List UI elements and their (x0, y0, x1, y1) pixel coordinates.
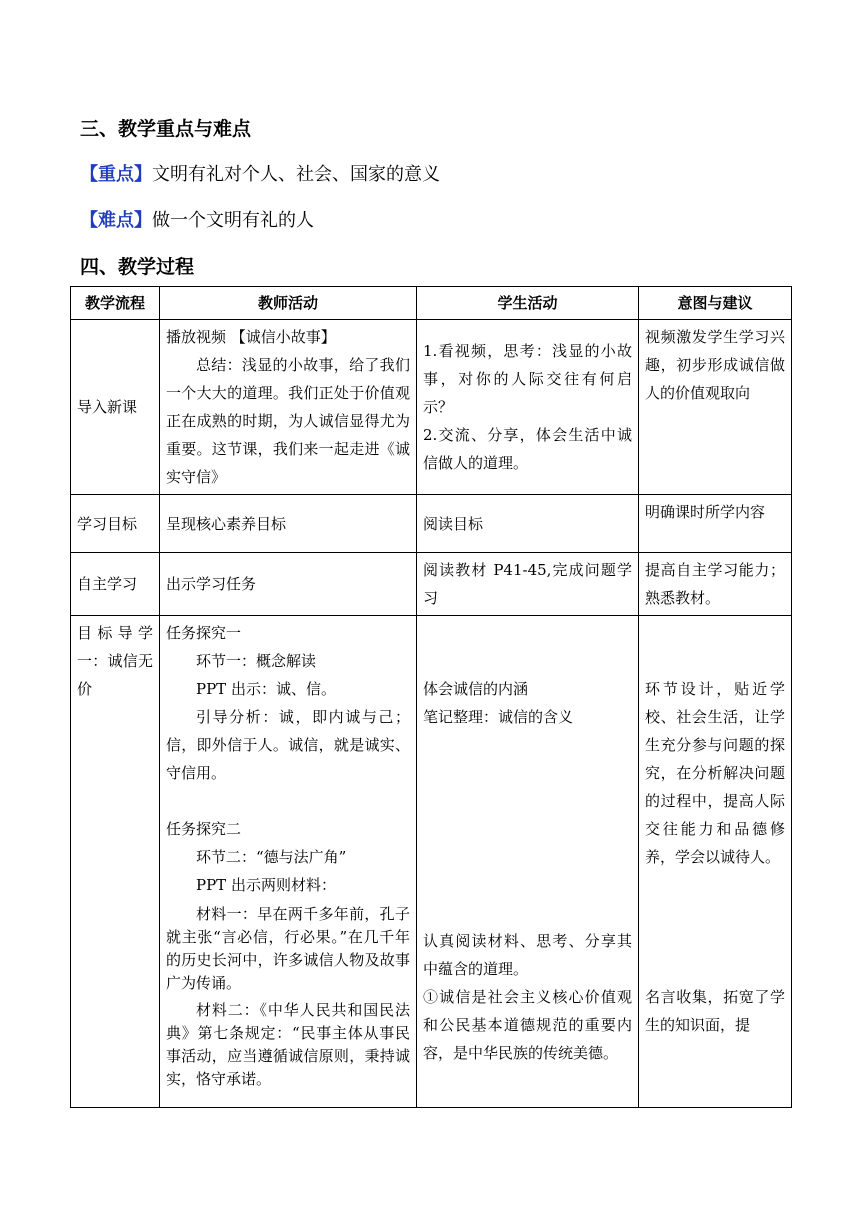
stage-cell: 学习目标 (71, 495, 160, 553)
teacher-cell: 任务探究一 环节一：概念解读 PPT 出示：诚、信。 引导分析：诚，即内诚与己；信，即外信于人。诚信，就是诚实、守信用。 任务探究二 环节二：“德与法广角” PPT 出示两则材料： 材料一：早在两千多年前，孔子就主张“言必信，行必果。”在几千年的历史长河中，许多诚信人物及故事广为传诵。 材料二：《中华人民共和国民法典》第七条规定：“民事主体从事民事活动，应当遵循诚信原则，秉持诚实，恪守承诺。 (160, 616, 417, 1108)
stage-cell: 导入新课 (71, 320, 160, 495)
teacher-cell: 播放视频 【诚信小故事】 总结：浅显的小故事，给了我们一个大大的道理。我们正处于价值观正在成熟的时期，为人诚信显得尤为重要。这节课，我们来一起走进《诚实守信》 (160, 320, 417, 495)
difficulty-tag: 【难点】 (80, 210, 152, 231)
header-stage: 教学流程 (71, 287, 160, 320)
key-point-line (80, 160, 440, 186)
teacher-cell: 呈现核心素养目标 (160, 495, 417, 553)
header-intent: 意图与建议 (639, 287, 792, 320)
stage-cell: 自主学习 (71, 553, 160, 616)
table-row-self-study (71, 553, 792, 616)
student-cell: 阅读目标 (417, 495, 639, 553)
student-cell: 体会诚信的内涵 笔记整理：诚信的含义 认真阅读材料、思考、分享其中蕴含的道理。 ①诚信是社会主义核心价值观和公民基本道德规范的重要内容，是中华民族的传统美德。 (417, 616, 639, 1108)
teacher-cell: 出示学习任务 (160, 553, 417, 616)
table-row-objectives (71, 495, 792, 553)
difficulty-text: 做一个文明有礼的人 (152, 210, 314, 231)
teaching-process-table (70, 286, 792, 1108)
table-row-intro (71, 320, 792, 495)
intent-cell: 视频激发学生学习兴趣，初步形成诚信做人的价值观取向 (639, 320, 792, 495)
table-header-row (71, 287, 792, 320)
section-heading-process: 四、教学过程 (80, 256, 195, 278)
table-row-goal-one (71, 616, 792, 1108)
section-heading-key-points: 三、教学重点与难点 (80, 118, 252, 140)
key-point-text: 文明有礼对个人、社会、国家的意义 (152, 164, 440, 185)
intent-cell: 明确课时所学内容 (639, 495, 792, 553)
student-cell: 阅读教材 P41-45,完成问题学习 (417, 553, 639, 616)
header-student-activity: 学生活动 (417, 287, 639, 320)
header-teacher-activity: 教师活动 (160, 287, 417, 320)
difficulty-line (80, 206, 314, 232)
intent-cell: 环节设计，贴近学校、社会生活，让学生充分参与问题的探究，在分析解决问题的过程中，提高人际交往能力和品德修养，学会以诚待人。 名言收集，拓宽了学生的知识面，提 (639, 616, 792, 1108)
intent-cell: 提高自主学习能力；熟悉教材。 (639, 553, 792, 616)
key-point-tag: 【重点】 (80, 164, 152, 185)
student-cell: 1.看视频，思考：浅显的小故事，对你的人际交往有何启示？ 2.交流、分享，体会生活中诚信做人的道理。 (417, 320, 639, 495)
stage-cell: 目标导学一：诚信无价 (71, 616, 160, 1108)
